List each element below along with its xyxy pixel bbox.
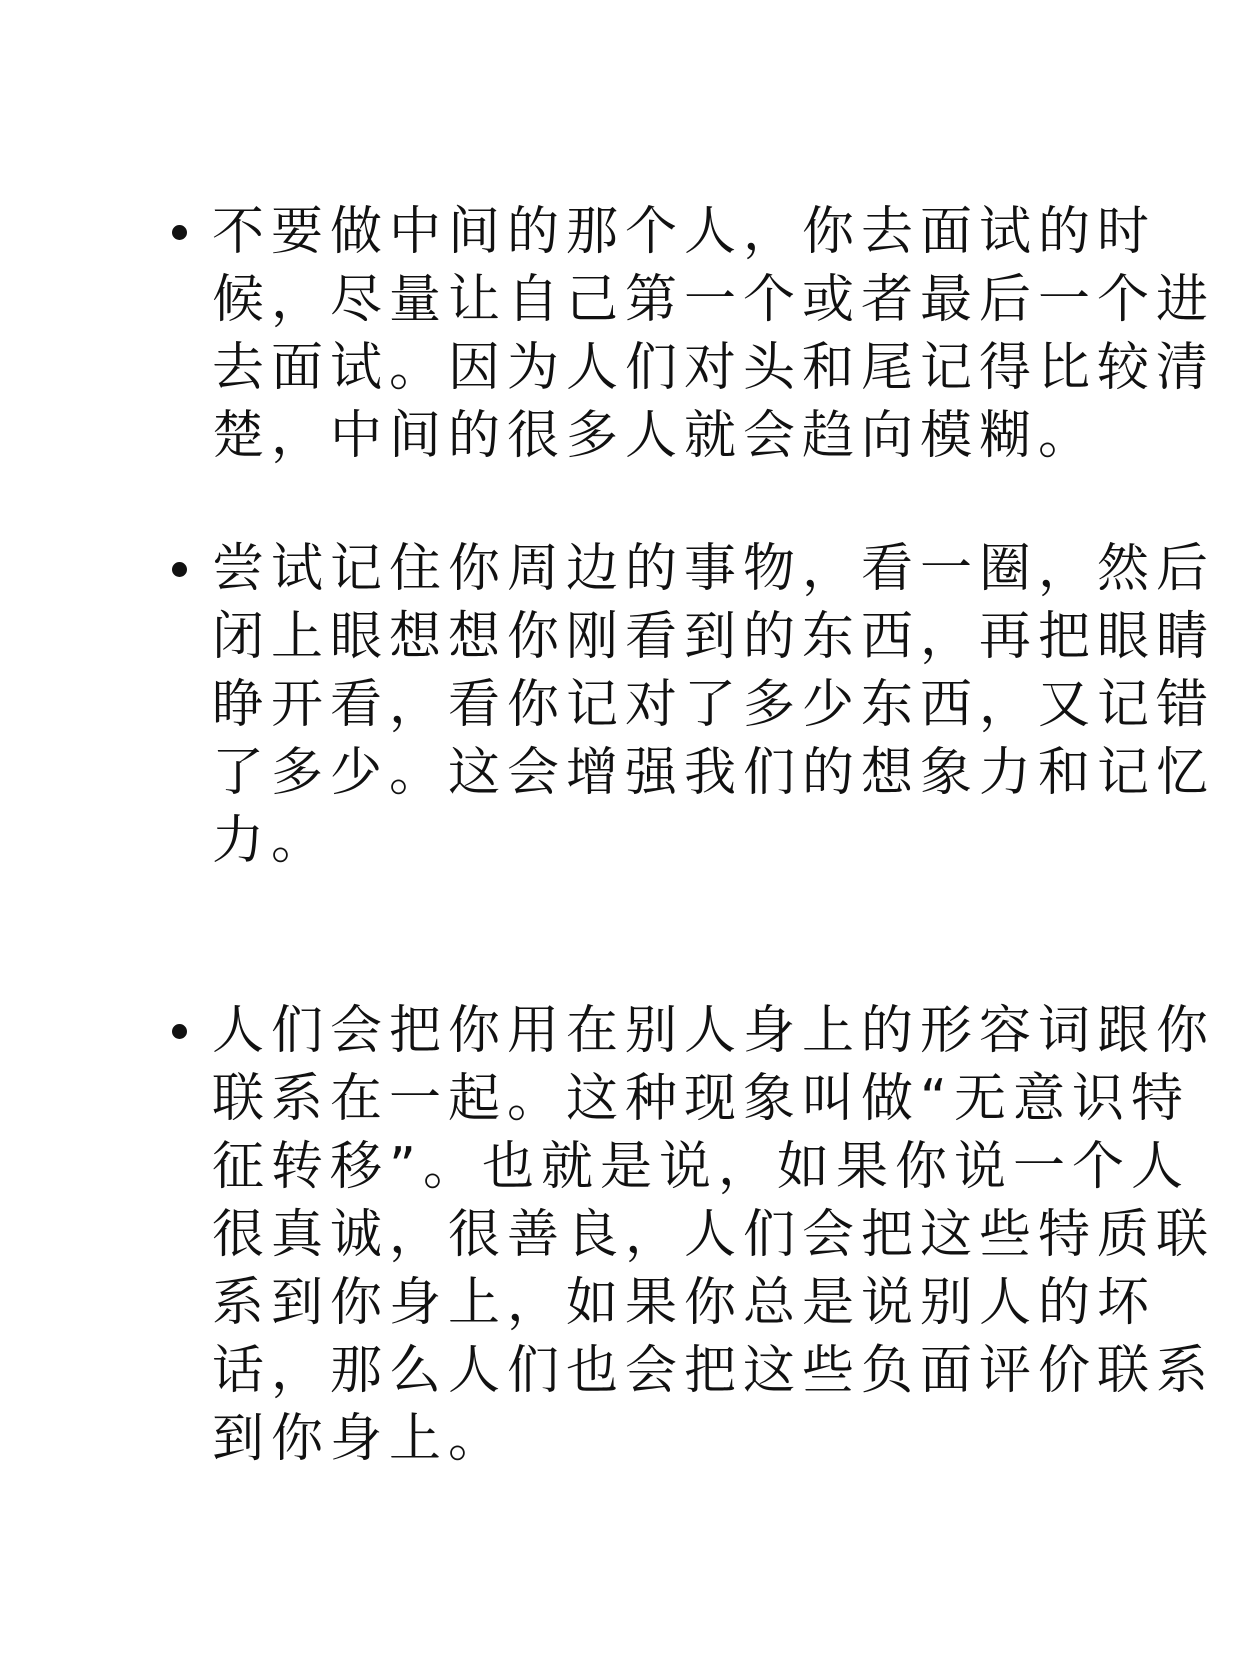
- list-item-line: 了多少。这会增强我们的想象力和记忆: [212, 743, 1216, 803]
- list-item-line: 到你身上。: [212, 1409, 508, 1469]
- list-item-line: 人们会把你用在别人身上的形容词跟你: [212, 1001, 1216, 1061]
- list-item-line: 很真诚，很善良，人们会把这些特质联: [212, 1205, 1216, 1265]
- list-item-line: 闭上眼想想你刚看到的东西，再把眼睛: [212, 607, 1216, 667]
- list-item-line: 系到你身上，如果你总是说别人的坏: [212, 1273, 1157, 1333]
- list-item-line: 力。: [212, 811, 331, 871]
- list-item-line: 去面试。因为人们对头和尾记得比较清: [212, 338, 1216, 398]
- list-item-line: 尝试记住你周边的事物，看一圈，然后: [212, 539, 1216, 599]
- list-item-line: 睁开看，看你记对了多少东西，又记错: [212, 675, 1216, 735]
- list-item-line: 候，尽量让自己第一个或者最后一个进: [212, 270, 1216, 330]
- list-item-line: 联系在一起。这种现象叫做“无意识特: [212, 1069, 1190, 1129]
- bullet-icon: [172, 1024, 187, 1039]
- list-item-line: 楚，中间的很多人就会趋向模糊。: [212, 406, 1098, 466]
- list-item-line: 不要做中间的那个人，你去面试的时: [212, 202, 1157, 262]
- list-item-line: 话，那么人们也会把这些负面评价联系: [212, 1341, 1216, 1401]
- bullet-icon: [172, 562, 187, 577]
- bullet-icon: [172, 225, 187, 240]
- list-item-line: 征转移”。也就是说，如果你说一个人: [212, 1137, 1190, 1197]
